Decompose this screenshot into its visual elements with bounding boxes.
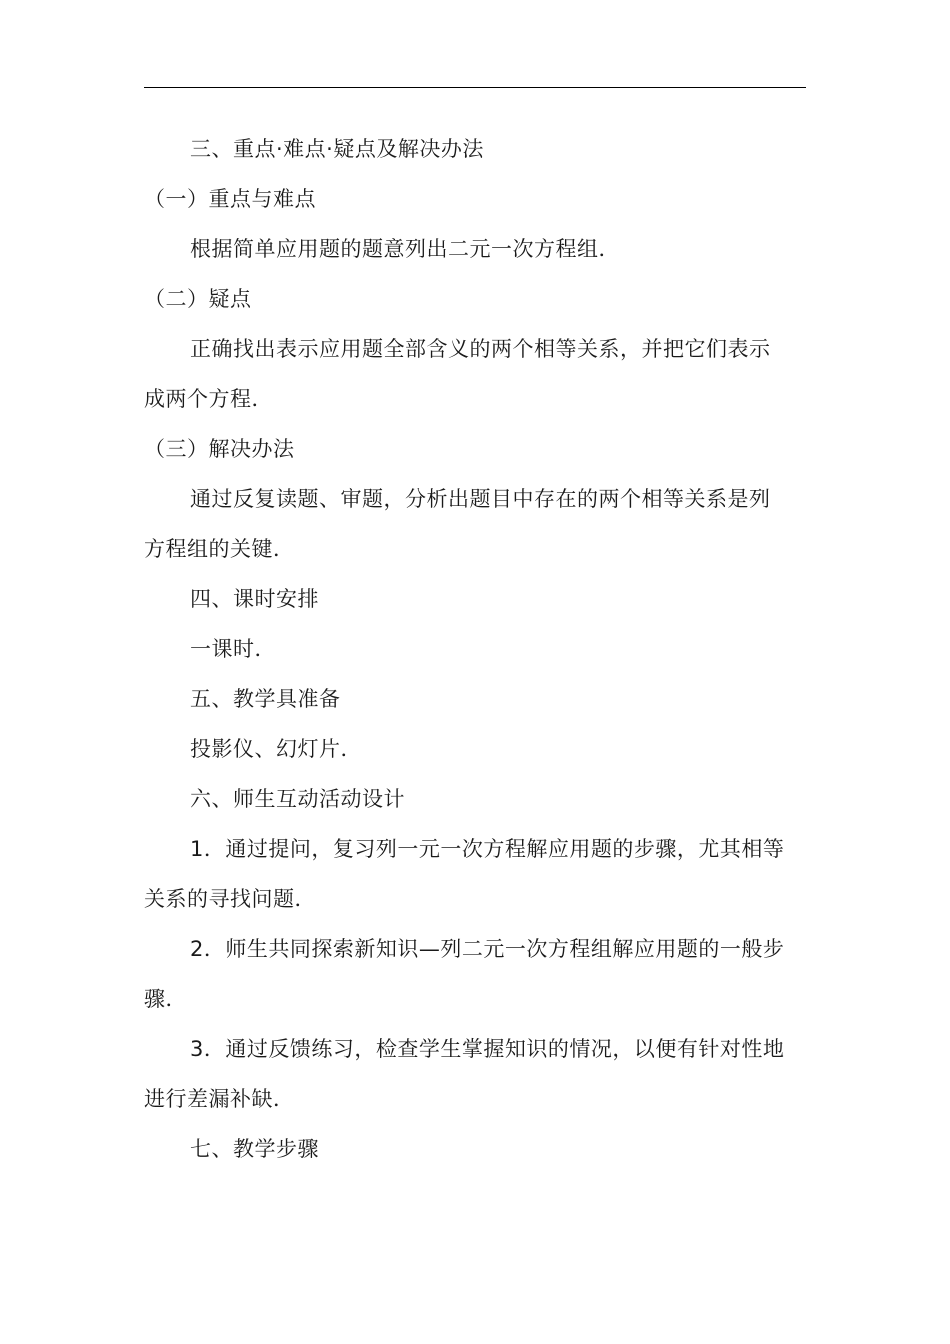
list-item-2-line-2: 骤． (144, 987, 187, 1011)
paragraph-key-points: 根据简单应用题的题意列出二元一次方程组． (190, 237, 620, 261)
paragraph-solutions-line-1: 通过反复读题、审题，分析出题目中存在的两个相等关系是列 (190, 487, 771, 511)
section-heading-steps: 七、教学步骤 (190, 1137, 319, 1161)
paragraph-solutions-line-2: 方程组的关键． (144, 537, 295, 561)
list-item-3-line-1: 3．通过反馈练习，检查学生掌握知识的情况，以便有针对性地 (190, 1037, 785, 1061)
list-item-1-line-2: 关系的寻找问题． (144, 887, 316, 911)
list-item-3-line-2: 进行差漏补缺． (144, 1087, 295, 1111)
paragraph-schedule: 一课时． (190, 637, 276, 661)
section-heading-activities: 六、师生互动活动设计 (190, 787, 405, 811)
subheading-key-and-difficult: （一）重点与难点 (144, 187, 316, 211)
list-item-1-line-1: 1．通过提问，复习列一元一次方程解应用题的步骤，尤其相等 (190, 837, 785, 861)
subheading-doubts: （二）疑点 (144, 287, 252, 311)
list-item-2-line-1: 2．师生共同探索新知识—列二元一次方程组解应用题的一般步 (190, 937, 785, 961)
subheading-solutions: （三）解决办法 (144, 437, 295, 461)
paragraph-doubts-line-2: 成两个方程． (144, 387, 273, 411)
section-heading-materials: 五、教学具准备 (190, 687, 341, 711)
document-body (144, 124, 806, 1174)
section-heading-schedule: 四、课时安排 (190, 587, 319, 611)
header-rule (144, 87, 806, 88)
paragraph-materials: 投影仪、幻灯片． (190, 737, 362, 761)
section-heading-key-points: 三、重点·难点·疑点及解决办法 (190, 137, 484, 161)
paragraph-doubts-line-1: 正确找出表示应用题全部含义的两个相等关系，并把它们表示 (190, 337, 771, 361)
